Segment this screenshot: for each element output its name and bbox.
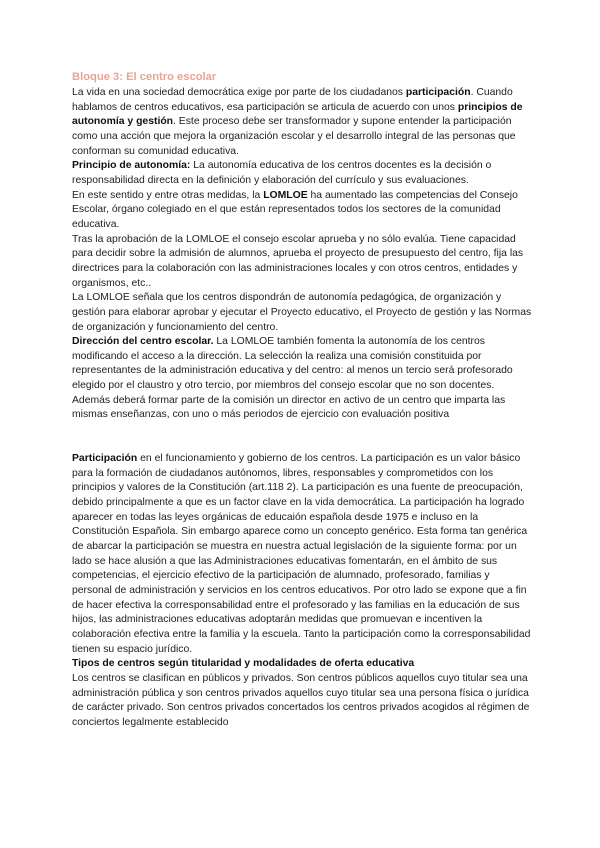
paragraph-autonomy (72, 159, 532, 188)
paragraph-direccion (72, 335, 532, 423)
document-page (72, 70, 532, 731)
heading-tipos-text: Tipos de centros según titularidad y modalidades de oferta educativa (72, 658, 415, 670)
text-run: . Cuando hablamos de centros educativos, esa participación se articula de acuerdo con unos (72, 87, 513, 113)
paragraph-tipos-centros: Los centros se clasifican en públicos y privados. Son centros públicos aquellos cuyo titular sea una administración pública y son centros privados aquellos cuyo titular sea una persona física o jurídica de carácter privado. Son centros privados concertados los centros privados acogidos al régimen de conciertos legalmente establecido (72, 672, 530, 728)
paragraph-participation-intro (72, 86, 532, 159)
page-title: Bloque 3: El centro escolar (72, 71, 217, 83)
text-run: . Este proceso debe ser transformador y supone entender la participación como una acción que mejora la organización escolar y el desarrollo integral de las personas que conforman su comunidad educativa. (72, 116, 516, 157)
paragraph-participacion (72, 452, 532, 657)
heading-direccion: Dirección del centro escolar. (72, 336, 214, 348)
bold-participacion: participación (405, 87, 471, 98)
paragraph-gap (72, 423, 532, 452)
paragraph-consejo-escolar: Tras la aprobación de la LOMLOE el consejo escolar aprueba y no sólo evalúa. Tiene capacidad para decidir sobre la admisión de alumnos, aprueba el proyecto de presupuesto del centro, fija las directrices para la colaboración con las administraciones locales y con otros centros, entidades y organismos, etc.. (72, 233, 524, 289)
heading-participacion: Participación (72, 453, 138, 465)
text-run: La vida en una sociedad democrática exige por parte de los ciudadanos (72, 87, 406, 98)
text-run: La autonomía educativa de los centros docentes es la decisión o responsabilidad directa en la definición y elaboración del currículo y sus evaluaciones. (72, 160, 492, 186)
bold-principios: principios de autonomía y gestión (72, 101, 523, 128)
paragraph-lomloe (72, 189, 532, 233)
text-run: La LOMLOE también fomenta la autonomía de los centros modificando el acceso a la dirección. La selección la realiza una comisión constituida por representantes de la administración educativa y del centro: al menos un tercio será profesorado elegido por el claustro y otro tercio, por miembros del consejo escolar que no son docentes. Además deberá formar parte de la comisión un director en activo de un centro que imparta las mismas enseñanzas, con uno o más periodos de ejercicio con evaluación positiva (72, 336, 513, 421)
heading-tipos-centros (72, 657, 532, 672)
text-run: En este sentido y entre otras medidas, la (72, 189, 264, 201)
text-run: ha aumentado las competencias del Consejo Escolar, órgano colegiado en el que están representados todos los sectores de la comunidad educativa. (72, 189, 518, 230)
heading-principio-autonomia: Principio de autonomía: (72, 160, 191, 172)
bold-lomloe: LOMLOE (263, 189, 308, 201)
paragraph-autonomia-pedagogica: La LOMLOE señala que los centros dispondrán de autonomía pedagógica, de organización y gestión para elaborar aprobar y ejecutar el Proyecto educativo, el Proyecto de gestión y las Normas de organización y funcionamiento del centro. (72, 292, 532, 333)
text-run: en el funcionamiento y gobierno de los centros. La participación es un valor básico para la formación de ciudadanos autónomos, libres, responsables y comprometidos con los principios y valores de la Constitución (art.118 2). La participación es una fuente de preocupación, debido principalmente a que es un factor clave en la vida democrática. La participación ha logrado aparecer en todas las leyes orgánicas de educaión española desde 1975 e incluso en la Constitución Española. Sin embargo aparece como un concepto genérico. Esta forma tan genérica de abarcar la participación se muestra en nuestra actual legislación de la siguiente forma: por un lado se hace alusión a que las Administraciones educativas fomentarán, en el ámbito de sus competencias, el ejercicio efectivo de la participación de alumnado, profesorado, familias y personal de administración y servicios en los centros educativos. Por otro lado se expone que a fin de hacer efectiva la corresponsabilidad entre el profesorado y las familias en la educación de sus hijos, las administraciones educativas adoptarán medidas que promuevan e incentiven la colaboración efectiva entre la familia y la escuela. Tanto la participación como la corresponsabilidad tienen su espacio jurídico. (72, 453, 531, 655)
